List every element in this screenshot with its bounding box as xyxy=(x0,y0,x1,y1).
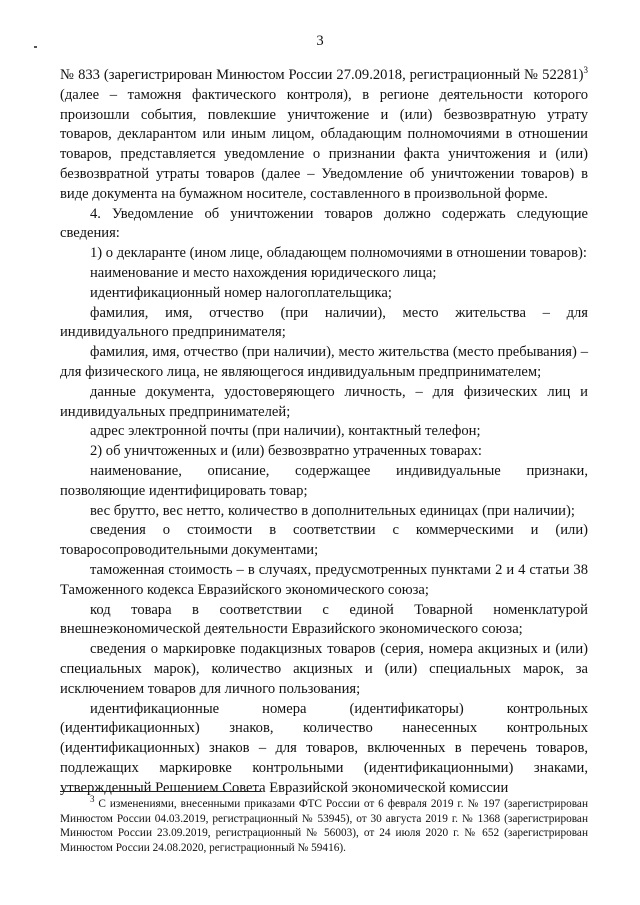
scan-speck xyxy=(34,46,37,48)
list-item: таможенная стоимость – в случаях, предусмотренных пунктами 2 и 4 статьи 38 Таможенного кодекса Евразийского экономического союза; xyxy=(60,561,588,598)
list-item: фамилия, имя, отчество (при наличии), место жительства – для индивидуального предпринимателя; xyxy=(60,304,588,341)
list-item: данные документа, удостоверяющего личность, – для физических лиц и индивидуальных предпринимателей; xyxy=(60,383,588,420)
list-item: вес брутто, вес нетто, количество в дополнительных единицах (при наличии); xyxy=(90,502,575,519)
list-item: сведения о стоимости в соответствии с коммерческими и (или) товаросопроводительными документами; xyxy=(60,522,588,559)
footnote-divider xyxy=(60,791,260,792)
page-number: 3 xyxy=(316,33,324,49)
paragraph: 2) об уничтоженных и (или) безвозвратно утраченных товарах: xyxy=(90,443,482,460)
list-item: идентификационные номера (идентификаторы) контрольных (идентификационных) знаков, количество нанесенных контрольных (идентификационных) знаков – для товаров, включенных в перечень товаров, подлежащих маркировке контрольными (идентификационными) знаками, утвержденный Решением Совета Евразийской экономической комиссии xyxy=(60,700,588,796)
paragraph: 4. Уведомление об уничтожении товаров должно содержать следующие сведения: xyxy=(60,205,588,242)
list-item: наименование, описание, содержащее индивидуальные признаки, позволяющие идентифицировать товар; xyxy=(60,462,588,499)
list-item: фамилия, имя, отчество (при наличии), место жительства (место пребывания) – для физического лица, не являющегося индивидуальным предпринимателем; xyxy=(60,344,588,380)
footnote-ref: 3 xyxy=(583,65,588,76)
paragraph: № 833 (зарегистрирован Минюстом России 27.09.2018, регистрационный № 52281)$^3$ (далее – таможня фактического контроля), в регионе деятельности которого произошли события, повлекшие уничтожение и (или) безвозвратную утрату товаров, декларантом или иным лицом, обладающим полномочиями в отношении товаров, представляется уведомление о признании факта уничтожения и (или) безвозвратной утраты товаров (далее – Уведомление об уничтожении товаров) в виде документа на бумажном носителе, составленного в произвольной форме. xyxy=(60,65,588,202)
list-item: наименование и место нахождения юридического лица; xyxy=(90,264,437,281)
footnote xyxy=(60,794,588,855)
list-item: сведения о маркировке подакцизных товаров (серия, номера акцизных и (или) специальных марок), количество акцизных и (или) специальных марок, за исключением товаров для личного пользования; xyxy=(60,641,588,697)
list-item: адрес электронной почты (при наличии), контактный телефон; xyxy=(90,423,481,440)
footnote-text: С изменениями, внесенными приказами ФТС России от 6 февраля 2019 г. № 197 (зарегистрирован Минюстом России 04.03.2019, регистрационный № 53945), от 30 августа 2019 г. № 1368 (зарегистрирован Минюстом России 23.09.2019, регистрационный № 56003), от 24 июля 2020 г. № 652 (зарегистрирован Минюстом России 24.08.2020, регистрационный № 59416). xyxy=(60,798,588,854)
footnote-marker: 3 xyxy=(90,794,95,805)
list-item: идентификационный номер налогоплательщика; xyxy=(90,284,392,301)
list-item: код товара в соответствии с единой Товарной номенклатурой внешнеэкономической деятельности Евразийского экономического союза; xyxy=(60,601,588,638)
paragraph: 1) о декларанте (ином лице, обладающем полномочиями в отношении товаров): xyxy=(90,245,587,262)
body-text xyxy=(60,66,588,798)
